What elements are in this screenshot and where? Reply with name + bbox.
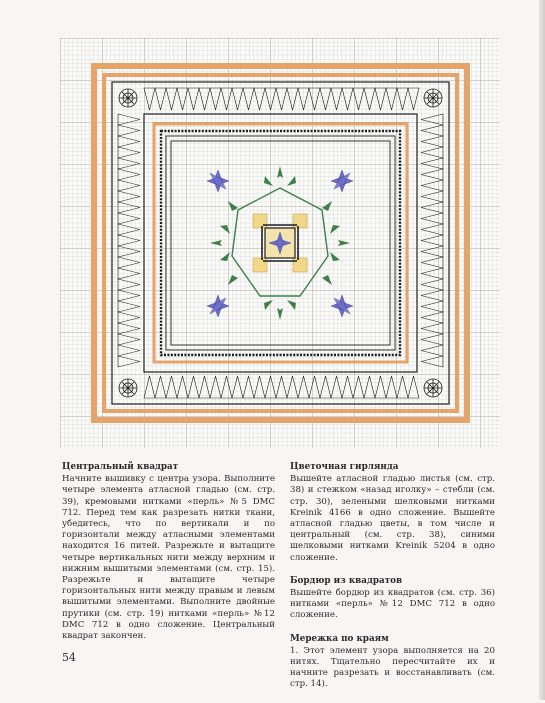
page-edge-shadow [539, 0, 545, 700]
central-square-heading: Центральный квадрат [62, 462, 179, 472]
square-border-heading: Бордюр из квадратов [290, 575, 403, 586]
edge-hemstitch-text: 1. Этот элемент узора выполняется на 20 нитях. Тщательно пересчитайте их и начните разрезать и восстанавливать (см. стр. 14). [290, 645, 495, 690]
right-column [290, 462, 495, 703]
flower-garland-heading: Цветочная гирлянда [290, 462, 399, 472]
left-column [62, 462, 275, 654]
central-square [262, 225, 298, 261]
edge-hemstitch-heading: Мережка по краям [290, 633, 389, 644]
central-square-text: Начните вышивку с центра узора. Выполните четыре элемента атласной гладью (см. стр. 39), кремовыми нитками «перль» №5 DMC 712. Перед тем как разрезать нитки ткани, убедитесь, что по вертикали и по горизонтали между атласными элементами находится 16 питей. Разрежьте и вытащите четыре вертикальных нити между верхним и нижним вышитыми элементами (см. стр. 15). Разрежьте и вытащите четыре горизонтальных нити между правым и левым вышитыми элементами. Выполните двойные прутики (см. стр. 19) нитками «перль» №12 DMC 712 в одно сложение. Центральный квадрат закончен. [62, 474, 275, 642]
page-number: 54 [62, 651, 76, 664]
flower-garland-text: Вышейте атласной гладью листья (см. стр. 38) и стежком «назад иголку» – стебли (см. стр. 30), зелеными шелковыми нитками Kreinik 4166 в одно сложение. Вышейте атласной гладью цветы, в том числе и центральный (см. стр. 38), синими шелковыми нитками Kreinik 5204 в одно сложение. [290, 474, 495, 563]
square-border-text: Вышейте бордюр из квадратов (см. стр. 36) нитками «перль» №12 DMC 712 в одно сложение. [290, 588, 495, 621]
embroidery-chart [60, 38, 500, 448]
